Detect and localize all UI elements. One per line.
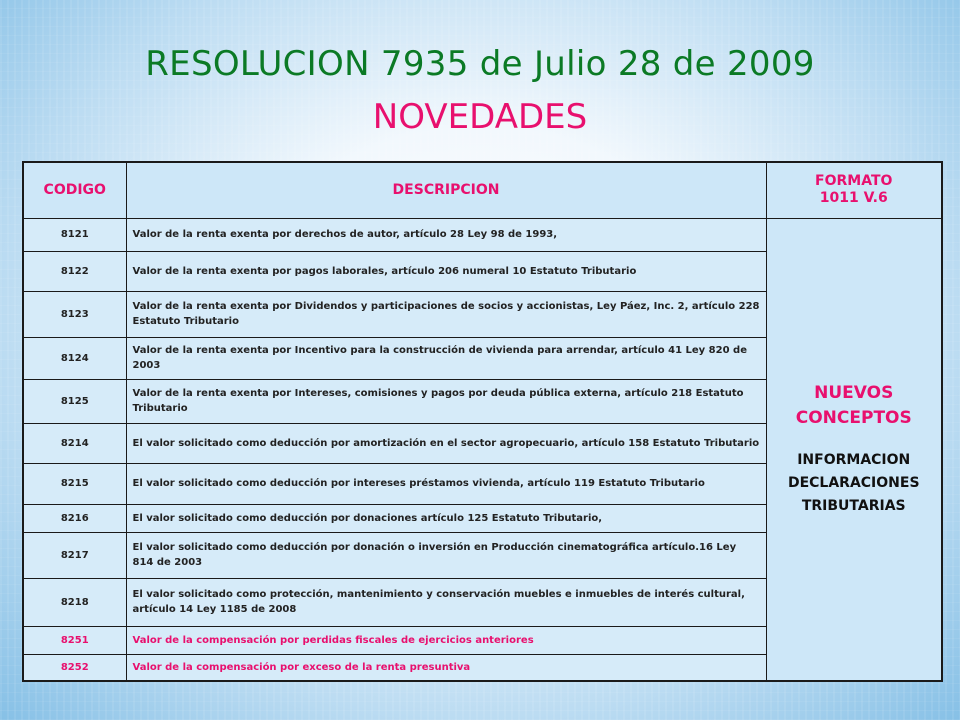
row-code: 8122	[23, 251, 126, 291]
row-description: Valor de la compensación por exceso de la renta presuntiva	[126, 654, 766, 681]
row-code: 8215	[23, 463, 126, 504]
page-subtitle: NOVEDADES	[372, 97, 588, 137]
row-code: 8217	[23, 532, 126, 578]
header-codigo: CODIGO	[23, 162, 126, 218]
side-small-line2: DECLARACIONES	[787, 474, 920, 491]
row-description: Valor de la renta exenta por pagos laborales, artículo 206 numeral 10 Estatuto Tributario	[126, 251, 766, 291]
nuevos-conceptos-label	[773, 381, 936, 431]
row-description: El valor solicitado como deducción por intereses préstamos vivienda, artículo 119 Estatuto Tributario	[126, 463, 766, 504]
row-code: 8123	[23, 291, 126, 337]
row-code: 8124	[23, 337, 126, 379]
header-formato-line2: 1011 V.6	[819, 190, 888, 207]
row-description: Valor de la renta exenta por derechos de autor, artículo 28 Ley 98 de 1993,	[126, 218, 766, 251]
row-code: 8121	[23, 218, 126, 251]
row-description: El valor solicitado como deducción por donación o inversión en Producción cinematográfica artículo.16 Ley 814 de 2003	[126, 532, 766, 578]
row-code: 8125	[23, 379, 126, 423]
formato-side-cell	[766, 218, 942, 681]
header-descripcion: DESCRIPCION	[126, 162, 766, 218]
row-code: 8216	[23, 504, 126, 532]
row-code: 8251	[23, 626, 126, 654]
side-small-line1: INFORMACION	[797, 451, 911, 468]
page-title: RESOLUCION 7935 de Julio 28 de 2009	[145, 44, 815, 84]
row-description: Valor de la compensación por perdidas fiscales de ejercicios anteriores	[126, 626, 766, 654]
row-description: El valor solicitado como deducción por amortización en el sector agropecuario, artículo 158 Estatuto Tributario	[126, 423, 766, 463]
row-code: 8214	[23, 423, 126, 463]
row-code: 8218	[23, 578, 126, 626]
row-description: Valor de la renta exenta por Intereses, comisiones y pagos por deuda pública externa, artículo 218 Estatuto Tributario	[126, 379, 766, 423]
row-description: El valor solicitado como protección, mantenimiento y conservación muebles e inmuebles de interés cultural, artículo 14 Ley 1185 de 2008	[126, 578, 766, 626]
informacion-declaraciones-label	[773, 449, 936, 518]
row-description: Valor de la renta exenta por Dividendos y participaciones de socios y accionistas, Ley Páez, Inc. 2, artículo 228 Estatuto Tributario	[126, 291, 766, 337]
row-description: Valor de la renta exenta por Incentivo para la construcción de vivienda para arrendar, artículo 41 Ley 820 de 2003	[126, 337, 766, 379]
table-header-row	[23, 162, 942, 218]
novedades-table	[22, 161, 943, 682]
side-small-line3: TRIBUTARIAS	[801, 497, 906, 514]
table-row	[23, 218, 942, 251]
side-big-line1: NUEVOS	[814, 382, 894, 403]
header-formato	[766, 162, 942, 218]
row-code: 8252	[23, 654, 126, 681]
header-formato-line1: FORMATO	[815, 173, 893, 190]
row-description: El valor solicitado como deducción por donaciones artículo 125 Estatuto Tributario,	[126, 504, 766, 532]
side-big-line2: CONCEPTOS	[795, 407, 912, 428]
